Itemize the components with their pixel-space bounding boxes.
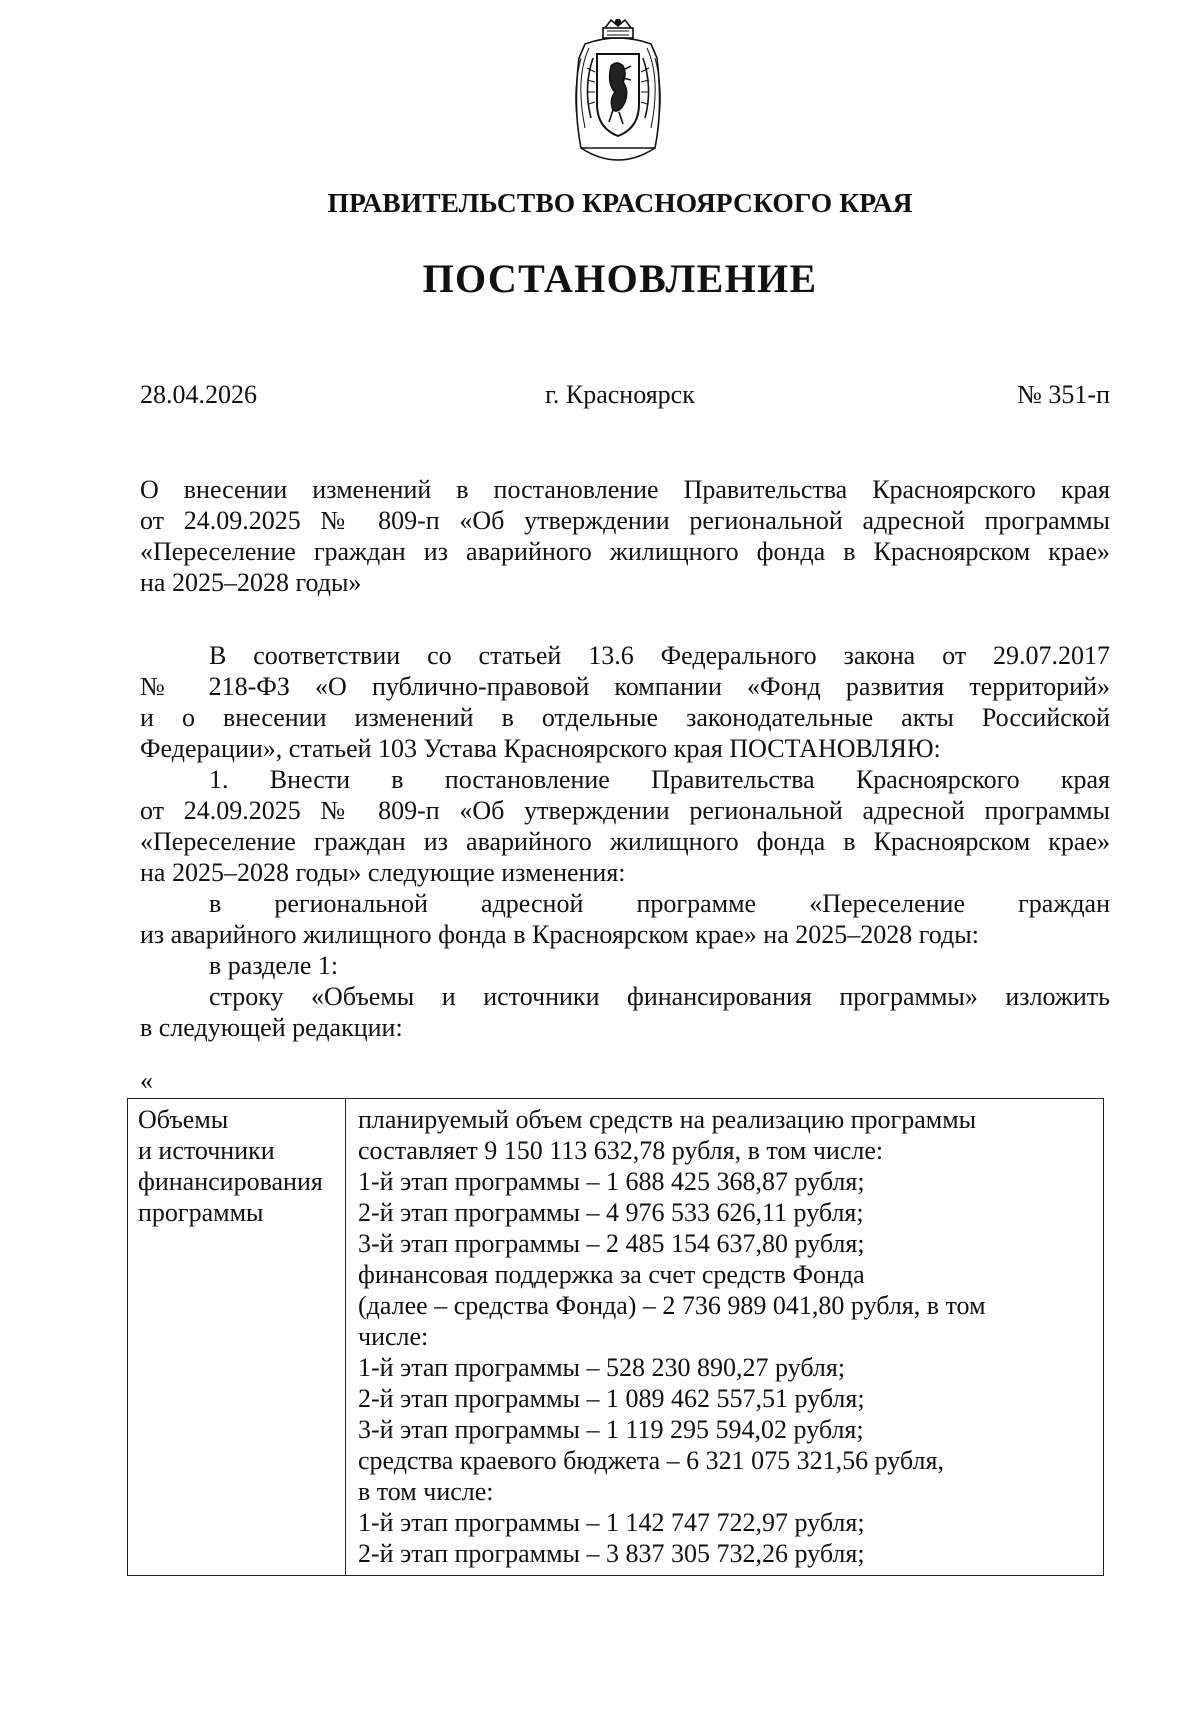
document-number: № 351-п — [1017, 380, 1110, 409]
table-label-cell — [128, 1099, 346, 1576]
body-line: на 2025–2028 годы» следующие изменения: — [140, 858, 626, 887]
document-body — [140, 640, 1110, 1043]
subject-line: на 2025–2028 годы» — [140, 568, 362, 597]
subject-line: О внесении изменений в постановление Правительства Красноярского края — [140, 475, 1110, 504]
organization-name: ПРАВИТЕЛЬСТВО КРАСНОЯРСКОГО КРАЯ — [327, 187, 913, 218]
content-line: числе: — [358, 1322, 429, 1351]
content-line: средства краевого бюджета – 6 321 075 321,56 рубля, — [358, 1446, 944, 1475]
content-line: 2-й этап программы – 1 089 462 557,51 рубля; — [358, 1384, 865, 1413]
content-line: 1-й этап программы – 1 688 425 368,87 рубля; — [358, 1167, 865, 1196]
label-line: Объемы — [138, 1105, 229, 1134]
content-line: финансовая поддержка за счет средств Фонда — [358, 1260, 865, 1289]
content-line: планируемый объем средств на реализацию программы — [358, 1105, 977, 1134]
label-line: программы — [138, 1198, 264, 1227]
body-line: 1. Внести в постановление Правительства Красноярского края — [209, 765, 1110, 794]
body-line: в следующей редакции: — [140, 1013, 403, 1042]
content-line: (далее – средства Фонда) – 2 736 989 041,80 рубля, в том — [358, 1291, 986, 1320]
content-line: 1-й этап программы – 528 230 890,27 рубля; — [358, 1353, 846, 1382]
body-line: от 24.09.2025 № 809-п «Об утверждении региональной адресной программы — [140, 796, 1110, 825]
body-line: В соответствии со статьей 13.6 Федерального закона от 29.07.2017 — [209, 641, 1110, 670]
financing-table — [127, 1098, 1104, 1576]
label-line: финансирования — [138, 1167, 323, 1196]
table-content-cell — [346, 1099, 1104, 1576]
body-line: и о внесении изменений в отдельные законодательные акты Российской — [140, 703, 1110, 732]
body-line: в разделе 1: — [209, 951, 339, 980]
body-line: строку «Объемы и источники финансирования программы» изложить — [209, 982, 1110, 1011]
body-line: «Переселение граждан из аварийного жилищного фонда в Красноярском крае» — [140, 827, 1110, 856]
subject-line: «Переселение граждан из аварийного жилищного фонда в Красноярском крае» — [140, 537, 1110, 566]
body-line: № 218-ФЗ «О публично-правовой компании «Фонд развития территорий» — [140, 672, 1110, 701]
document-date: 28.04.2026 — [140, 380, 257, 409]
body-line: из аварийного жилищного фонда в Красноярском крае» на 2025–2028 годы: — [140, 920, 979, 949]
subject-line: от 24.09.2025 № 809-п «Об утверждении региональной адресной программы — [140, 506, 1110, 535]
content-line: 3-й этап программы – 1 119 295 594,02 рубля; — [358, 1415, 864, 1444]
content-line: 2-й этап программы – 3 837 305 732,26 рубля; — [358, 1539, 865, 1568]
body-line: в региональной адресной программе «Переселение граждан — [209, 889, 1110, 918]
body-line: Федерации», статьей 103 Устава Красноярского края ПОСТАНОВЛЯЮ: — [140, 734, 941, 763]
content-line: в том числе: — [358, 1477, 494, 1506]
content-line: 2-й этап программы – 4 976 533 626,11 рубля; — [358, 1198, 864, 1227]
document-type-title: ПОСТАНОВЛЕНИЕ — [422, 256, 818, 301]
opening-quote-mark: « — [140, 1066, 153, 1095]
table-row — [128, 1099, 1104, 1576]
content-line: 3-й этап программы – 2 485 154 637,80 рубля; — [358, 1229, 865, 1258]
document-subject — [140, 474, 1110, 598]
coat-of-arms-emblem — [567, 18, 669, 172]
content-line: 1-й этап программы – 1 142 747 722,97 рубля; — [358, 1508, 865, 1537]
document-city: г. Красноярск — [545, 380, 695, 409]
label-line: и источники — [138, 1136, 275, 1165]
content-line: составляет 9 150 113 632,78 рубля, в том числе: — [358, 1136, 884, 1165]
